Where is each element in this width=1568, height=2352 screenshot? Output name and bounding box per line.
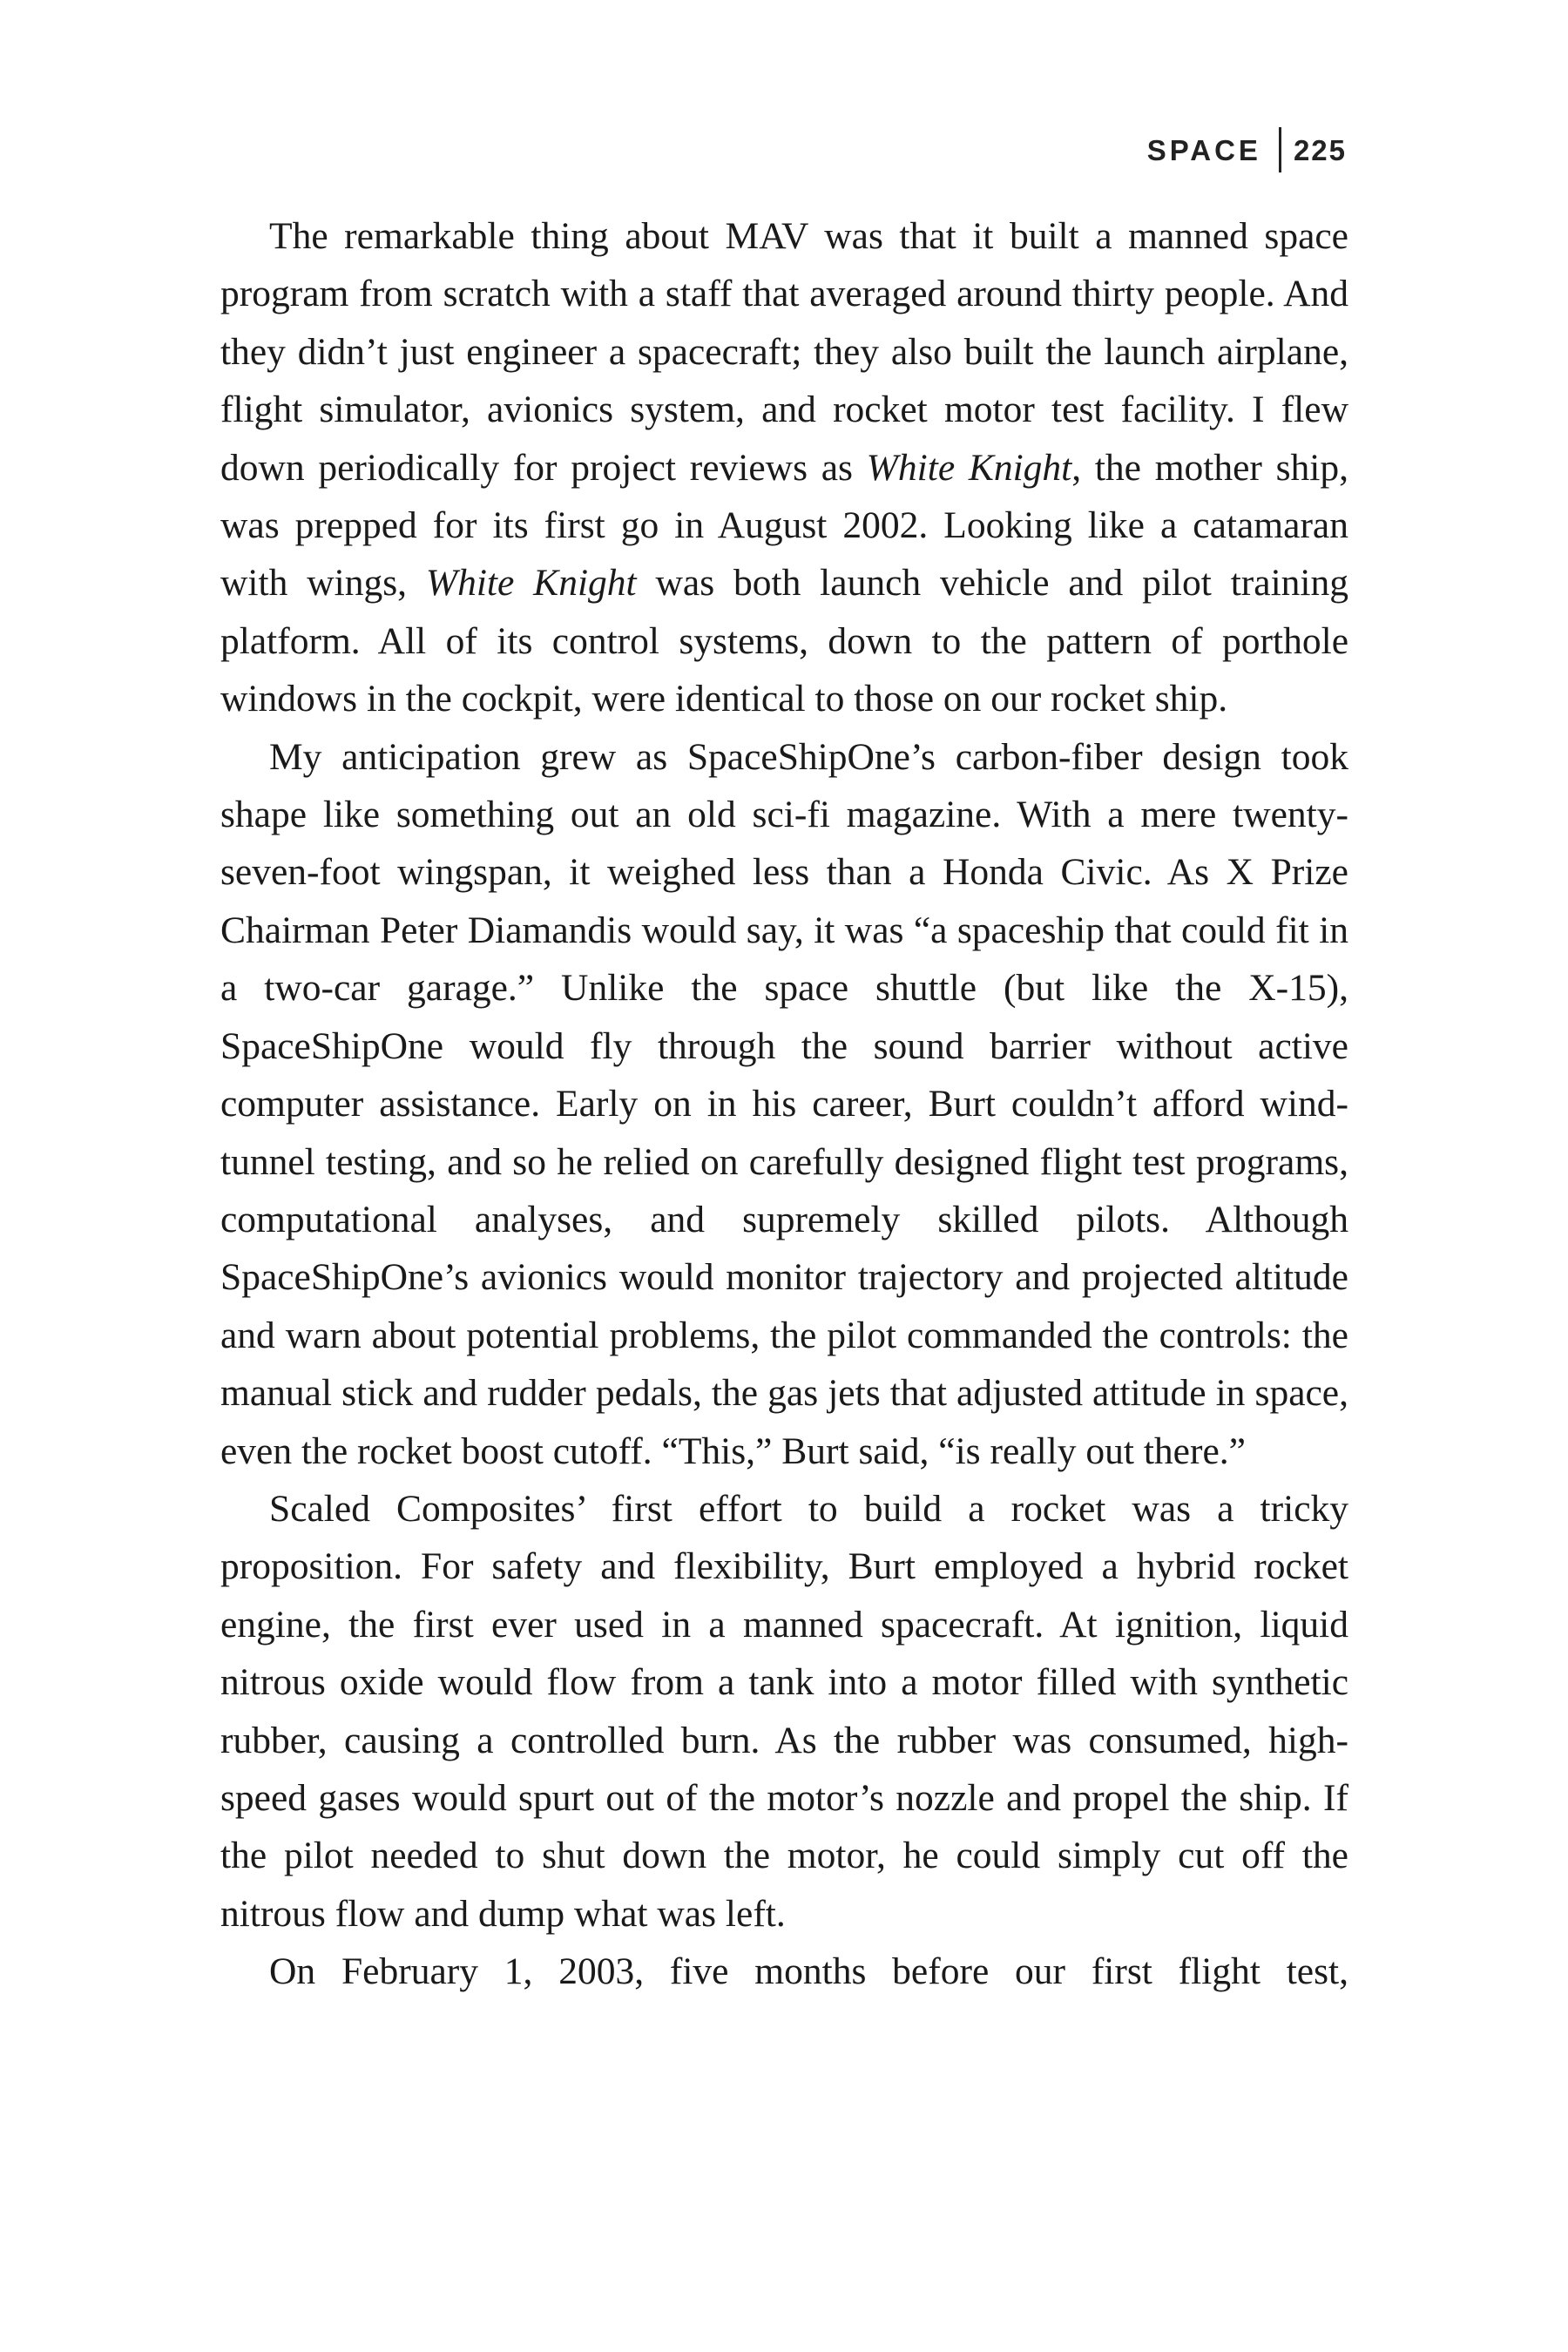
italic-title: White Knight: [866, 446, 1072, 489]
italic-title: White Knight: [425, 562, 637, 605]
paragraph: [220, 728, 1348, 1480]
header-divider: [1279, 127, 1281, 172]
text-run: was both launch vehicle and pilot training platform. All of its control systems, down to the pattern of porthole windows in the cockpit, were identical to those on our rocket ship.: [220, 562, 1349, 720]
text-run: Scaled Composites’ first effort to build a rocket was a tricky proposition. For safety and flexibility, Burt employed a hybrid rocket engine, the first ever used in a manned spacecraft. At ignition, liquid nitrous oxide would flow from a tank into a motor filled with synthetic rubber, causing a controlled burn. As the rubber was consumed, high-speed gases would spurt out of the motor’s nozzle and propel the ship. If the pilot needed to shut down the motor, he could simply cut off the nitrous flow and dump what was left.: [220, 1487, 1348, 1935]
paragraph: [220, 1480, 1348, 1943]
section-title: SPACE: [1146, 133, 1261, 166]
paragraph: [220, 207, 1348, 728]
running-head: [1147, 127, 1347, 172]
text-run: , the mother ship, was prepped for its first go in August 2002. Looking like a catamaran with wings,: [220, 446, 1348, 605]
body-text: [220, 207, 1348, 2001]
page-number: 225: [1293, 133, 1347, 166]
text-run: The remarkable thing about MAV was that it built a manned space program from scratch with a staff that averaged around thirty people. And they didn’t just engineer a spacecraft; they also built the launch airplane, flight simulator, avionics system, and rocket motor test facility. I flew down periodically for project reviews as: [220, 215, 1348, 489]
text-run: My anticipation grew as SpaceShipOne’s carbon-fiber design took shape like something out an old sci-fi magazine. With a mere twenty-seven-foot wingspan, it weighed less than a Honda Civic. As X Prize Chairman Peter Diamandis would say, it was “a spaceship that could fit in a two-car garage.” Unlike the space shuttle (but like the X-15), SpaceShipOne would fly through the sound barrier without active computer assistance. Early on in his career, Burt couldn’t afford wind-tunnel testing, and so he relied on carefully designed flight test programs, computational analyses, and supremely skilled pilots. Although SpaceShipOne’s avionics would monitor trajectory and projected altitude and warn about potential problems, the pilot commanded the controls: the manual stick and rudder pedals, the gas jets that adjusted attitude in space, even the rocket boost cutoff. “This,” Burt said, “is really out there.”: [220, 735, 1348, 1472]
paragraph: [220, 1943, 1348, 2000]
text-run: On February 1, 2003, five months before our first flight test,: [269, 1950, 1348, 1993]
